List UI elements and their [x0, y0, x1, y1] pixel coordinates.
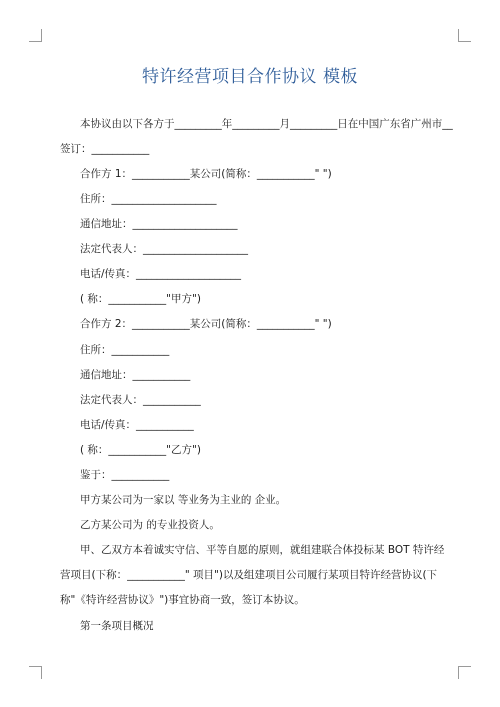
paragraph-line: 营项目(下称：___________" 项目")以及组建项目公司履行某项目特许经营协议(下	[60, 569, 438, 581]
paragraph-line: 法定代表人：____________________	[80, 243, 248, 255]
paragraph-line: 乙方某公司为 的专业投资人。	[80, 519, 220, 531]
paragraph-line: 电话/传真：___________	[80, 419, 194, 431]
paragraph-line: 法定代表人：___________	[80, 394, 201, 406]
corner-mark-top-left	[29, 29, 42, 42]
paragraph-line: 甲方某公司为一家以 等业务为主业的 企业。	[80, 494, 287, 506]
paragraph-line: 鉴于：___________	[80, 469, 170, 481]
paragraph-line: 合作方 2：___________某公司(简称：___________" ")	[80, 318, 332, 330]
paragraph-line: ( 称：___________"乙方")	[80, 444, 201, 456]
paragraph-line: 住所：____________________	[80, 193, 217, 205]
document-title: 特许经营项目合作协议 模板	[142, 67, 358, 87]
paragraph-line: ( 称：___________"甲方")	[80, 293, 201, 305]
paragraph-line: 电话/传真：____________________	[80, 268, 242, 280]
paragraph-line: 合作方 1：___________某公司(简称：___________" ")	[80, 168, 332, 180]
paragraph-line: 住所：___________	[80, 344, 170, 356]
section-heading: 第一条项目概况	[80, 620, 154, 632]
paragraph-line: 本协议由以下各方于_________年_________月_________日在中国广东省广州市__	[80, 118, 453, 130]
paragraph-line: 通信地址：____________________	[80, 218, 238, 230]
paragraph-line: 通信地址：___________	[80, 369, 191, 381]
paragraph-line: 称"《特许经营协议》")事宜协商一致，签订本协议。	[60, 594, 305, 606]
corner-mark-bottom-right	[458, 666, 471, 679]
corner-mark-top-right	[458, 29, 471, 42]
paragraph-line: 甲、乙双方本着诚实守信、平等自愿的原则，就组建联合体投标某 BOT 特许经	[80, 544, 445, 556]
paragraph-line: 签订：___________	[60, 143, 150, 155]
corner-mark-bottom-left	[29, 666, 42, 679]
